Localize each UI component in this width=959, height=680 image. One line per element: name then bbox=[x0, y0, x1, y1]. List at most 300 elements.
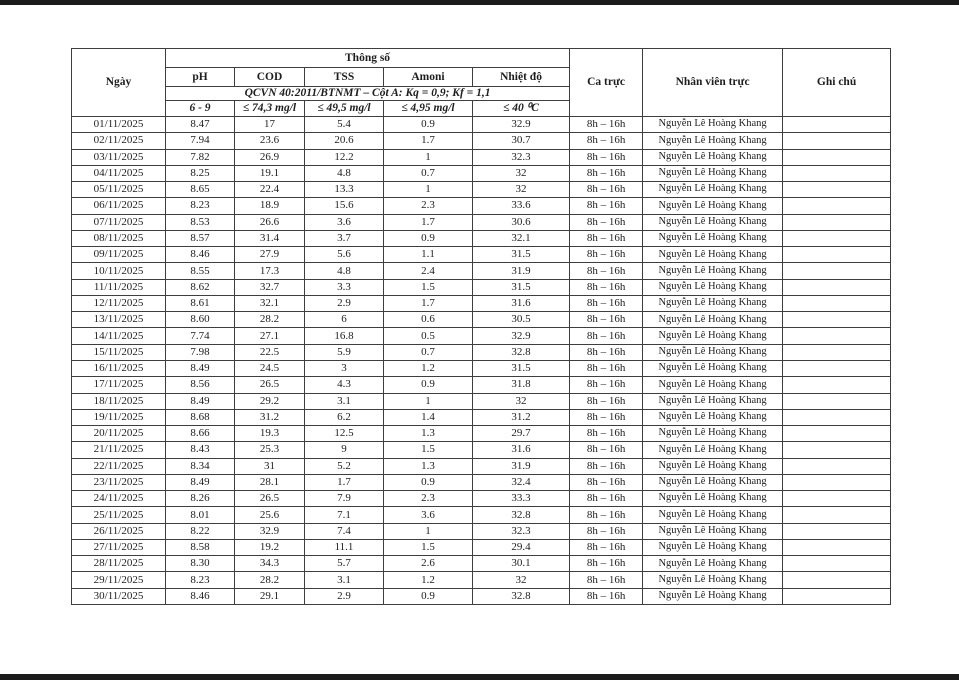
table-row bbox=[72, 539, 891, 555]
amoni-cell: 2.3 bbox=[384, 491, 473, 507]
shift-cell: 8h – 16h bbox=[570, 165, 643, 181]
amoni-cell: 1 bbox=[384, 149, 473, 165]
amoni-cell: 3.6 bbox=[384, 507, 473, 523]
date-cell: 12/11/2025 bbox=[72, 295, 166, 311]
cod-cell: 25.3 bbox=[235, 442, 305, 458]
temp-cell: 32.3 bbox=[473, 523, 570, 539]
amoni-cell: 1.7 bbox=[384, 133, 473, 149]
tss-cell: 5.4 bbox=[305, 117, 384, 133]
limit-amoni: ≤ 4,95 mg/l bbox=[384, 101, 473, 117]
shift-cell: 8h – 16h bbox=[570, 263, 643, 279]
cod-cell: 27.1 bbox=[235, 328, 305, 344]
shift-cell: 8h – 16h bbox=[570, 198, 643, 214]
tss-cell: 3.7 bbox=[305, 230, 384, 246]
amoni-cell: 0.9 bbox=[384, 230, 473, 246]
staff-cell: Nguyễn Lê Hoàng Khang bbox=[643, 572, 783, 588]
ph-cell: 8.68 bbox=[166, 409, 235, 425]
amoni-cell: 1.5 bbox=[384, 539, 473, 555]
cod-cell: 23.6 bbox=[235, 133, 305, 149]
shift-cell: 8h – 16h bbox=[570, 344, 643, 360]
table-row bbox=[72, 230, 891, 246]
notes-cell bbox=[783, 263, 891, 279]
table-row bbox=[72, 149, 891, 165]
temp-cell: 32.9 bbox=[473, 117, 570, 133]
ph-cell: 8.57 bbox=[166, 230, 235, 246]
ph-cell: 8.01 bbox=[166, 507, 235, 523]
tss-cell: 6 bbox=[305, 312, 384, 328]
temp-cell: 31.5 bbox=[473, 247, 570, 263]
date-cell: 16/11/2025 bbox=[72, 360, 166, 376]
cod-cell: 26.5 bbox=[235, 377, 305, 393]
shift-cell: 8h – 16h bbox=[570, 539, 643, 555]
col-header-date: Ngày bbox=[72, 49, 166, 117]
table-row bbox=[72, 328, 891, 344]
staff-cell: Nguyễn Lê Hoàng Khang bbox=[643, 393, 783, 409]
date-cell: 26/11/2025 bbox=[72, 523, 166, 539]
cod-cell: 29.1 bbox=[235, 588, 305, 604]
table-row bbox=[72, 165, 891, 181]
table-row bbox=[72, 360, 891, 376]
table-row bbox=[72, 182, 891, 198]
shift-cell: 8h – 16h bbox=[570, 360, 643, 376]
ph-cell: 8.34 bbox=[166, 458, 235, 474]
temp-cell: 31.5 bbox=[473, 279, 570, 295]
temp-cell: 32 bbox=[473, 393, 570, 409]
cod-cell: 26.9 bbox=[235, 149, 305, 165]
date-cell: 08/11/2025 bbox=[72, 230, 166, 246]
table-row bbox=[72, 556, 891, 572]
table-row bbox=[72, 117, 891, 133]
date-cell: 14/11/2025 bbox=[72, 328, 166, 344]
col-header-staff: Nhân viên trực bbox=[643, 49, 783, 117]
tss-cell: 5.6 bbox=[305, 247, 384, 263]
cod-cell: 22.4 bbox=[235, 182, 305, 198]
notes-cell bbox=[783, 360, 891, 376]
staff-cell: Nguyễn Lê Hoàng Khang bbox=[643, 165, 783, 181]
col-header-temp: Nhiệt độ bbox=[473, 68, 570, 87]
tss-cell: 3.1 bbox=[305, 393, 384, 409]
table-row bbox=[72, 295, 891, 311]
standard-reference: QCVN 40:2011/BTNMT – Cột A: Kq = 0,9; Kf = 1,1 bbox=[166, 87, 570, 101]
temp-cell: 32 bbox=[473, 182, 570, 198]
cod-cell: 31.4 bbox=[235, 230, 305, 246]
ph-cell: 8.23 bbox=[166, 572, 235, 588]
staff-cell: Nguyễn Lê Hoàng Khang bbox=[643, 279, 783, 295]
cod-cell: 34.3 bbox=[235, 556, 305, 572]
col-header-amoni: Amoni bbox=[384, 68, 473, 87]
staff-cell: Nguyễn Lê Hoàng Khang bbox=[643, 377, 783, 393]
shift-cell: 8h – 16h bbox=[570, 328, 643, 344]
notes-cell bbox=[783, 328, 891, 344]
temp-cell: 31.8 bbox=[473, 377, 570, 393]
cod-cell: 19.1 bbox=[235, 165, 305, 181]
shift-cell: 8h – 16h bbox=[570, 491, 643, 507]
shift-cell: 8h – 16h bbox=[570, 442, 643, 458]
staff-cell: Nguyễn Lê Hoàng Khang bbox=[643, 328, 783, 344]
date-cell: 19/11/2025 bbox=[72, 409, 166, 425]
table-row bbox=[72, 133, 891, 149]
temp-cell: 33.3 bbox=[473, 491, 570, 507]
table-row bbox=[72, 458, 891, 474]
amoni-cell: 0.7 bbox=[384, 165, 473, 181]
amoni-cell: 1.3 bbox=[384, 458, 473, 474]
cod-cell: 32.7 bbox=[235, 279, 305, 295]
notes-cell bbox=[783, 409, 891, 425]
tss-cell: 3.1 bbox=[305, 572, 384, 588]
notes-cell bbox=[783, 442, 891, 458]
amoni-cell: 0.9 bbox=[384, 117, 473, 133]
notes-cell bbox=[783, 344, 891, 360]
cod-cell: 28.2 bbox=[235, 312, 305, 328]
cod-cell: 22.5 bbox=[235, 344, 305, 360]
amoni-cell: 1.1 bbox=[384, 247, 473, 263]
ph-cell: 8.49 bbox=[166, 393, 235, 409]
notes-cell bbox=[783, 377, 891, 393]
ph-cell: 8.56 bbox=[166, 377, 235, 393]
cod-cell: 28.1 bbox=[235, 474, 305, 490]
staff-cell: Nguyễn Lê Hoàng Khang bbox=[643, 426, 783, 442]
shift-cell: 8h – 16h bbox=[570, 214, 643, 230]
table-row bbox=[72, 409, 891, 425]
date-cell: 20/11/2025 bbox=[72, 426, 166, 442]
table-row bbox=[72, 214, 891, 230]
amoni-cell: 1.7 bbox=[384, 214, 473, 230]
notes-cell bbox=[783, 117, 891, 133]
staff-cell: Nguyễn Lê Hoàng Khang bbox=[643, 198, 783, 214]
amoni-cell: 1.5 bbox=[384, 442, 473, 458]
shift-cell: 8h – 16h bbox=[570, 474, 643, 490]
shift-cell: 8h – 16h bbox=[570, 556, 643, 572]
temp-cell: 32.1 bbox=[473, 230, 570, 246]
ph-cell: 8.55 bbox=[166, 263, 235, 279]
tss-cell: 15.6 bbox=[305, 198, 384, 214]
cod-cell: 31.2 bbox=[235, 409, 305, 425]
ph-cell: 8.25 bbox=[166, 165, 235, 181]
amoni-cell: 1.2 bbox=[384, 572, 473, 588]
monitoring-table bbox=[71, 48, 891, 605]
col-header-notes: Ghi chú bbox=[783, 49, 891, 117]
tss-cell: 6.2 bbox=[305, 409, 384, 425]
amoni-cell: 2.3 bbox=[384, 198, 473, 214]
cod-cell: 31 bbox=[235, 458, 305, 474]
tss-cell: 13.3 bbox=[305, 182, 384, 198]
col-header-params-group: Thông số bbox=[166, 49, 570, 68]
ph-cell: 8.53 bbox=[166, 214, 235, 230]
ph-cell: 8.60 bbox=[166, 312, 235, 328]
shift-cell: 8h – 16h bbox=[570, 409, 643, 425]
tss-cell: 1.7 bbox=[305, 474, 384, 490]
limit-ph: 6 - 9 bbox=[166, 101, 235, 117]
cod-cell: 27.9 bbox=[235, 247, 305, 263]
amoni-cell: 0.5 bbox=[384, 328, 473, 344]
tss-cell: 5.2 bbox=[305, 458, 384, 474]
date-cell: 21/11/2025 bbox=[72, 442, 166, 458]
ph-cell: 8.46 bbox=[166, 588, 235, 604]
staff-cell: Nguyễn Lê Hoàng Khang bbox=[643, 214, 783, 230]
shift-cell: 8h – 16h bbox=[570, 507, 643, 523]
date-cell: 06/11/2025 bbox=[72, 198, 166, 214]
tss-cell: 2.9 bbox=[305, 588, 384, 604]
staff-cell: Nguyễn Lê Hoàng Khang bbox=[643, 149, 783, 165]
temp-cell: 30.1 bbox=[473, 556, 570, 572]
date-cell: 07/11/2025 bbox=[72, 214, 166, 230]
staff-cell: Nguyễn Lê Hoàng Khang bbox=[643, 458, 783, 474]
temp-cell: 32.3 bbox=[473, 149, 570, 165]
date-cell: 10/11/2025 bbox=[72, 263, 166, 279]
notes-cell bbox=[783, 295, 891, 311]
date-cell: 18/11/2025 bbox=[72, 393, 166, 409]
shift-cell: 8h – 16h bbox=[570, 523, 643, 539]
tss-cell: 20.6 bbox=[305, 133, 384, 149]
notes-cell bbox=[783, 458, 891, 474]
date-cell: 09/11/2025 bbox=[72, 247, 166, 263]
cod-cell: 26.6 bbox=[235, 214, 305, 230]
amoni-cell: 0.9 bbox=[384, 588, 473, 604]
table-row bbox=[72, 426, 891, 442]
tss-cell: 4.8 bbox=[305, 263, 384, 279]
date-cell: 28/11/2025 bbox=[72, 556, 166, 572]
amoni-cell: 1.3 bbox=[384, 426, 473, 442]
temp-cell: 31.2 bbox=[473, 409, 570, 425]
temp-cell: 30.6 bbox=[473, 214, 570, 230]
staff-cell: Nguyễn Lê Hoàng Khang bbox=[643, 247, 783, 263]
date-cell: 15/11/2025 bbox=[72, 344, 166, 360]
tss-cell: 4.3 bbox=[305, 377, 384, 393]
notes-cell bbox=[783, 230, 891, 246]
date-cell: 05/11/2025 bbox=[72, 182, 166, 198]
date-cell: 13/11/2025 bbox=[72, 312, 166, 328]
date-cell: 03/11/2025 bbox=[72, 149, 166, 165]
notes-cell bbox=[783, 523, 891, 539]
tss-cell: 5.7 bbox=[305, 556, 384, 572]
staff-cell: Nguyễn Lê Hoàng Khang bbox=[643, 507, 783, 523]
amoni-cell: 0.9 bbox=[384, 377, 473, 393]
ph-cell: 7.94 bbox=[166, 133, 235, 149]
tss-cell: 7.4 bbox=[305, 523, 384, 539]
notes-cell bbox=[783, 247, 891, 263]
shift-cell: 8h – 16h bbox=[570, 279, 643, 295]
date-cell: 23/11/2025 bbox=[72, 474, 166, 490]
table-row bbox=[72, 588, 891, 604]
temp-cell: 29.7 bbox=[473, 426, 570, 442]
date-cell: 25/11/2025 bbox=[72, 507, 166, 523]
shift-cell: 8h – 16h bbox=[570, 230, 643, 246]
amoni-cell: 0.9 bbox=[384, 474, 473, 490]
col-header-cod: COD bbox=[235, 68, 305, 87]
staff-cell: Nguyễn Lê Hoàng Khang bbox=[643, 556, 783, 572]
temp-cell: 32.4 bbox=[473, 474, 570, 490]
amoni-cell: 1 bbox=[384, 182, 473, 198]
col-header-ph: pH bbox=[166, 68, 235, 87]
staff-cell: Nguyễn Lê Hoàng Khang bbox=[643, 539, 783, 555]
staff-cell: Nguyễn Lê Hoàng Khang bbox=[643, 491, 783, 507]
staff-cell: Nguyễn Lê Hoàng Khang bbox=[643, 117, 783, 133]
shift-cell: 8h – 16h bbox=[570, 295, 643, 311]
notes-cell bbox=[783, 556, 891, 572]
temp-cell: 33.6 bbox=[473, 198, 570, 214]
temp-cell: 31.9 bbox=[473, 263, 570, 279]
ph-cell: 7.98 bbox=[166, 344, 235, 360]
table-row bbox=[72, 344, 891, 360]
ph-cell: 8.49 bbox=[166, 474, 235, 490]
date-cell: 24/11/2025 bbox=[72, 491, 166, 507]
tss-cell: 5.9 bbox=[305, 344, 384, 360]
date-cell: 30/11/2025 bbox=[72, 588, 166, 604]
cod-cell: 17 bbox=[235, 117, 305, 133]
temp-cell: 32 bbox=[473, 572, 570, 588]
shift-cell: 8h – 16h bbox=[570, 117, 643, 133]
ph-cell: 8.58 bbox=[166, 539, 235, 555]
staff-cell: Nguyễn Lê Hoàng Khang bbox=[643, 182, 783, 198]
shift-cell: 8h – 16h bbox=[570, 247, 643, 263]
table-row bbox=[72, 198, 891, 214]
tss-cell: 3 bbox=[305, 360, 384, 376]
col-header-shift: Ca trực bbox=[570, 49, 643, 117]
staff-cell: Nguyễn Lê Hoàng Khang bbox=[643, 312, 783, 328]
table-row bbox=[72, 247, 891, 263]
notes-cell bbox=[783, 165, 891, 181]
tss-cell: 4.8 bbox=[305, 165, 384, 181]
date-cell: 02/11/2025 bbox=[72, 133, 166, 149]
temp-cell: 32.9 bbox=[473, 328, 570, 344]
table-row bbox=[72, 263, 891, 279]
temp-cell: 31.9 bbox=[473, 458, 570, 474]
staff-cell: Nguyễn Lê Hoàng Khang bbox=[643, 588, 783, 604]
tss-cell: 7.9 bbox=[305, 491, 384, 507]
staff-cell: Nguyễn Lê Hoàng Khang bbox=[643, 442, 783, 458]
amoni-cell: 1 bbox=[384, 523, 473, 539]
tss-cell: 2.9 bbox=[305, 295, 384, 311]
notes-cell bbox=[783, 312, 891, 328]
cod-cell: 17.3 bbox=[235, 263, 305, 279]
ph-cell: 7.82 bbox=[166, 149, 235, 165]
date-cell: 11/11/2025 bbox=[72, 279, 166, 295]
cod-cell: 19.2 bbox=[235, 539, 305, 555]
table-row bbox=[72, 377, 891, 393]
ph-cell: 7.74 bbox=[166, 328, 235, 344]
date-cell: 01/11/2025 bbox=[72, 117, 166, 133]
notes-cell bbox=[783, 393, 891, 409]
tss-cell: 12.5 bbox=[305, 426, 384, 442]
staff-cell: Nguyễn Lê Hoàng Khang bbox=[643, 523, 783, 539]
shift-cell: 8h – 16h bbox=[570, 377, 643, 393]
shift-cell: 8h – 16h bbox=[570, 312, 643, 328]
shift-cell: 8h – 16h bbox=[570, 149, 643, 165]
amoni-cell: 1 bbox=[384, 393, 473, 409]
staff-cell: Nguyễn Lê Hoàng Khang bbox=[643, 409, 783, 425]
ph-cell: 8.47 bbox=[166, 117, 235, 133]
temp-cell: 31.6 bbox=[473, 442, 570, 458]
table-row bbox=[72, 442, 891, 458]
cod-cell: 32.9 bbox=[235, 523, 305, 539]
table-row bbox=[72, 474, 891, 490]
cod-cell: 29.2 bbox=[235, 393, 305, 409]
temp-cell: 31.5 bbox=[473, 360, 570, 376]
ph-cell: 8.66 bbox=[166, 426, 235, 442]
notes-cell bbox=[783, 588, 891, 604]
table-row bbox=[72, 279, 891, 295]
staff-cell: Nguyễn Lê Hoàng Khang bbox=[643, 295, 783, 311]
notes-cell bbox=[783, 279, 891, 295]
staff-cell: Nguyễn Lê Hoàng Khang bbox=[643, 263, 783, 279]
table-row bbox=[72, 523, 891, 539]
letterbox-bottom bbox=[0, 674, 959, 680]
date-cell: 17/11/2025 bbox=[72, 377, 166, 393]
ph-cell: 8.23 bbox=[166, 198, 235, 214]
tss-cell: 7.1 bbox=[305, 507, 384, 523]
limit-temp: ≤ 40 ⁰C bbox=[473, 101, 570, 117]
amoni-cell: 0.6 bbox=[384, 312, 473, 328]
table-row bbox=[72, 312, 891, 328]
date-cell: 04/11/2025 bbox=[72, 165, 166, 181]
temp-cell: 32 bbox=[473, 165, 570, 181]
notes-cell bbox=[783, 426, 891, 442]
cod-cell: 26.5 bbox=[235, 491, 305, 507]
tss-cell: 3.3 bbox=[305, 279, 384, 295]
shift-cell: 8h – 16h bbox=[570, 458, 643, 474]
ph-cell: 8.30 bbox=[166, 556, 235, 572]
notes-cell bbox=[783, 133, 891, 149]
date-cell: 27/11/2025 bbox=[72, 539, 166, 555]
temp-cell: 32.8 bbox=[473, 588, 570, 604]
ph-cell: 8.65 bbox=[166, 182, 235, 198]
date-cell: 22/11/2025 bbox=[72, 458, 166, 474]
ph-cell: 8.22 bbox=[166, 523, 235, 539]
temp-cell: 31.6 bbox=[473, 295, 570, 311]
amoni-cell: 2.4 bbox=[384, 263, 473, 279]
shift-cell: 8h – 16h bbox=[570, 182, 643, 198]
table-row bbox=[72, 491, 891, 507]
ph-cell: 8.26 bbox=[166, 491, 235, 507]
notes-cell bbox=[783, 474, 891, 490]
table-row bbox=[72, 507, 891, 523]
cod-cell: 28.2 bbox=[235, 572, 305, 588]
temp-cell: 29.4 bbox=[473, 539, 570, 555]
amoni-cell: 1.4 bbox=[384, 409, 473, 425]
notes-cell bbox=[783, 214, 891, 230]
amoni-cell: 1.5 bbox=[384, 279, 473, 295]
notes-cell bbox=[783, 507, 891, 523]
notes-cell bbox=[783, 182, 891, 198]
ph-cell: 8.49 bbox=[166, 360, 235, 376]
shift-cell: 8h – 16h bbox=[570, 426, 643, 442]
col-header-tss: TSS bbox=[305, 68, 384, 87]
cod-cell: 25.6 bbox=[235, 507, 305, 523]
temp-cell: 32.8 bbox=[473, 344, 570, 360]
tss-cell: 3.6 bbox=[305, 214, 384, 230]
letterbox-top bbox=[0, 0, 959, 5]
staff-cell: Nguyễn Lê Hoàng Khang bbox=[643, 344, 783, 360]
table-body bbox=[72, 117, 891, 605]
notes-cell bbox=[783, 149, 891, 165]
staff-cell: Nguyễn Lê Hoàng Khang bbox=[643, 474, 783, 490]
amoni-cell: 2.6 bbox=[384, 556, 473, 572]
cod-cell: 24.5 bbox=[235, 360, 305, 376]
temp-cell: 30.7 bbox=[473, 133, 570, 149]
ph-cell: 8.61 bbox=[166, 295, 235, 311]
amoni-cell: 1.7 bbox=[384, 295, 473, 311]
table-sheet bbox=[71, 48, 891, 605]
shift-cell: 8h – 16h bbox=[570, 133, 643, 149]
cod-cell: 19.3 bbox=[235, 426, 305, 442]
staff-cell: Nguyễn Lê Hoàng Khang bbox=[643, 230, 783, 246]
tss-cell: 16.8 bbox=[305, 328, 384, 344]
ph-cell: 8.46 bbox=[166, 247, 235, 263]
shift-cell: 8h – 16h bbox=[570, 393, 643, 409]
shift-cell: 8h – 16h bbox=[570, 588, 643, 604]
staff-cell: Nguyễn Lê Hoàng Khang bbox=[643, 360, 783, 376]
shift-cell: 8h – 16h bbox=[570, 572, 643, 588]
